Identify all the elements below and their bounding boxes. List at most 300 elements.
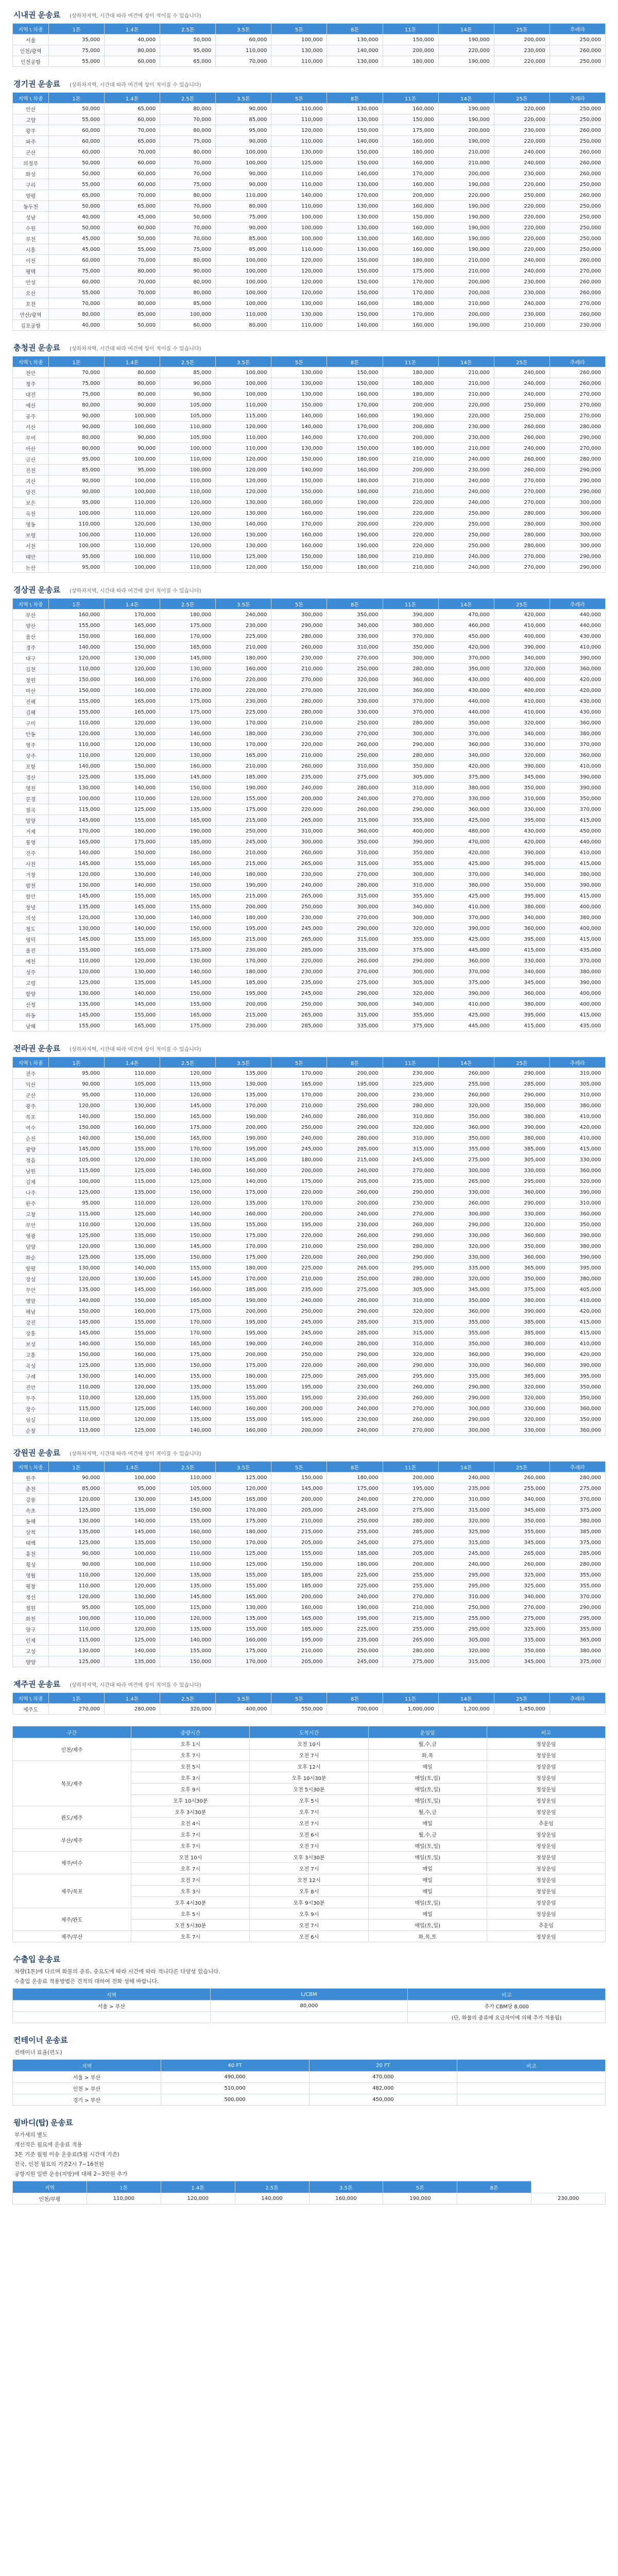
price-cell: 310,000	[438, 1591, 494, 1602]
price-cell: 110,000	[105, 1090, 160, 1100]
price-cell: 185,000	[271, 1624, 327, 1635]
price-cell: 290,000	[383, 739, 438, 750]
region-cell: 화천	[13, 1613, 49, 1624]
region-cell: 구미	[13, 718, 49, 728]
schedule-cell: 오전 7시	[250, 1818, 368, 1829]
section-title: 윙바디(탑) 운송료	[13, 2119, 73, 2127]
price-cell: 340,000	[494, 653, 550, 664]
price-cell: 250,000	[550, 179, 605, 190]
column-header: 5톤	[271, 1693, 327, 1704]
price-cell: 340,000	[494, 912, 550, 923]
region-cell: 영월	[13, 1570, 49, 1581]
price-cell: 290,000	[438, 1382, 494, 1393]
price-cell: 110,000	[271, 114, 327, 125]
price-cell: 150,000	[271, 562, 327, 573]
price-cell: 375,000	[550, 1537, 605, 1548]
price-cell: 125,000	[105, 1209, 160, 1219]
price-cell: 410,000	[550, 642, 605, 653]
price-cell: 155,000	[105, 1010, 160, 1021]
price-cell: 70,000	[105, 190, 160, 201]
table-row	[13, 1187, 606, 1198]
price-cell: 55,000	[49, 56, 105, 67]
price-cell: 100,000	[49, 1176, 105, 1187]
price-cell: 145,000	[49, 934, 105, 945]
table-row	[13, 880, 606, 891]
price-cell: 430,000	[550, 707, 605, 718]
region-cell: 김천	[13, 664, 49, 674]
price-cell: 360,000	[494, 1252, 550, 1263]
section-header	[13, 1954, 606, 1964]
price-cell: 345,000	[494, 1656, 550, 1667]
column-header: 11톤	[383, 357, 438, 367]
price-cell: 60,000	[49, 125, 105, 136]
column-header: 추레라	[550, 1462, 605, 1472]
price-cell: 120,000	[160, 497, 216, 508]
price-cell: 145,000	[49, 1010, 105, 1021]
price-cell: 410,000	[550, 848, 605, 858]
column-header: 25톤	[494, 357, 550, 367]
price-cell: 390,000	[550, 1252, 605, 1263]
price-cell: 135,000	[160, 804, 216, 815]
price-cell: 365,000	[494, 1263, 550, 1274]
price-cell: 170,000	[216, 956, 271, 967]
price-cell: 270,000	[271, 674, 327, 685]
price-cell: 370,000	[550, 1494, 605, 1505]
price-cell: 280,000	[494, 530, 550, 540]
table-cell: 서울 > 부산	[13, 2001, 211, 2012]
price-cell: 250,000	[550, 201, 605, 212]
price-cell: 395,000	[494, 815, 550, 826]
price-cell: 280,000	[494, 519, 550, 530]
price-cell: 330,000	[438, 793, 494, 804]
price-cell: 170,000	[216, 1656, 271, 1667]
price-cell: 135,000	[49, 902, 105, 912]
price-cell: 315,000	[438, 1537, 494, 1548]
price-cell: 110,000	[160, 1559, 216, 1570]
column-header: 8톤	[327, 357, 383, 367]
price-cell: 375,000	[550, 1656, 605, 1667]
column-header: 지역	[13, 1989, 211, 2001]
price-cell: 130,000	[271, 147, 327, 158]
price-cell: 75,000	[49, 266, 105, 277]
price-cell: 250,000	[438, 530, 494, 540]
price-cell: 285,000	[494, 1079, 550, 1090]
price-cell: 290,000	[383, 956, 438, 967]
price-cell: 160,000	[105, 674, 160, 685]
price-cell: 110,000	[49, 1414, 105, 1425]
price-cell: 55,000	[49, 179, 105, 190]
price-cell: 140,000	[49, 1133, 105, 1144]
section-title: 컨테이너 운송료	[13, 2036, 68, 2045]
price-cell: 395,000	[494, 858, 550, 869]
price-cell: 180,000	[327, 562, 383, 573]
price-cell: 380,000	[550, 1274, 605, 1284]
price-cell: 420,000	[550, 1122, 605, 1133]
price-cell: 230,000	[383, 1198, 438, 1209]
price-cell: 80,000	[49, 443, 105, 454]
price-cell: 110,000	[49, 664, 105, 674]
price-cell: 120,000	[160, 1068, 216, 1079]
price-cell: 140,000	[271, 411, 327, 421]
price-cell: 190,000	[216, 1133, 271, 1144]
price-cell: 430,000	[438, 674, 494, 685]
schedule-cell: 추운임	[487, 1818, 605, 1829]
price-cell: 280,000	[383, 1241, 438, 1252]
price-cell: 220,000	[494, 56, 550, 67]
table-row	[13, 1852, 606, 1863]
price-cell: 120,000	[49, 1494, 105, 1505]
price-cell: 120,000	[271, 266, 327, 277]
price-cell: 150,000	[160, 1187, 216, 1198]
table-row	[13, 1806, 606, 1818]
column-header: 추레라	[550, 93, 605, 104]
price-cell: 70,000	[105, 277, 160, 287]
price-cell: 230,000	[327, 1382, 383, 1393]
price-cell: 110,000	[216, 443, 271, 454]
price-cell: 340,000	[327, 620, 383, 631]
price-cell: 175,000	[160, 1021, 216, 1031]
price-cell: 150,000	[271, 486, 327, 497]
column-header: 8톤	[327, 599, 383, 609]
note-line: 부가세의 별도	[14, 2132, 48, 2138]
price-cell: 265,000	[271, 891, 327, 902]
price-cell: 175,000	[216, 1646, 271, 1656]
price-cell: 130,000	[49, 1371, 105, 1382]
price-cell: 130,000	[105, 869, 160, 880]
price-cell: 130,000	[327, 114, 383, 125]
table-row	[13, 848, 606, 858]
price-cell: 175,000	[216, 1252, 271, 1263]
price-cell: 425,000	[438, 858, 494, 869]
price-cell: 400,000	[494, 631, 550, 642]
price-cell: 240,000	[438, 562, 494, 573]
region-cell: 태안	[13, 551, 49, 562]
price-cell: 75,000	[49, 45, 105, 56]
price-cell: 245,000	[271, 1328, 327, 1338]
price-cell: 330,000	[494, 739, 550, 750]
section-header	[13, 342, 606, 353]
price-cell: 235,000	[271, 1284, 327, 1295]
price-cell: 130,000	[105, 1591, 160, 1602]
price-cell: 180,000	[105, 826, 160, 837]
route-cell: 제주/여수	[13, 1852, 131, 1874]
price-cell: 270,000	[550, 411, 605, 421]
region-cell: 구리	[13, 179, 49, 190]
region-cell: 의성	[13, 912, 49, 923]
table-row	[13, 389, 606, 400]
price-cell: 170,000	[383, 277, 438, 287]
price-cell: 130,000	[160, 664, 216, 674]
price-cell: 110,000	[271, 56, 327, 67]
price-cell: 425,000	[438, 815, 494, 826]
price-cell: 100,000	[105, 1472, 160, 1483]
price-cell: 100,000	[216, 287, 271, 298]
schedule-cell: 정상운임	[487, 1784, 605, 1795]
price-cell: 100,000	[105, 476, 160, 486]
price-cell: 360,000	[383, 674, 438, 685]
column-header: 11톤	[383, 599, 438, 609]
region-cell: 부안	[13, 1219, 49, 1230]
container-table	[12, 2059, 606, 2106]
price-cell: 330,000	[494, 1425, 550, 1436]
column-header: 비고	[457, 2060, 606, 2072]
price-cell: 175,000	[160, 1122, 216, 1133]
price-cell: 245,000	[383, 1155, 438, 1165]
price-cell: 120,000	[49, 967, 105, 977]
schedule-cell: 오후 9시	[250, 1908, 368, 1920]
price-cell: 70,000	[160, 201, 216, 212]
price-cell: 385,000	[494, 1144, 550, 1155]
price-cell: 210,000	[438, 158, 494, 168]
column-header: 14톤	[438, 1693, 494, 1704]
price-cell: 310,000	[383, 1133, 438, 1144]
price-cell: 175,000	[271, 1176, 327, 1187]
price-cell: 285,000	[383, 1527, 438, 1537]
section-title: 강원권 운송료	[13, 1449, 61, 1458]
price-cell: 190,000	[327, 497, 383, 508]
price-cell: 65,000	[105, 201, 160, 212]
price-cell: 180,000	[216, 869, 271, 880]
price-cell: 275,000	[438, 1155, 494, 1165]
price-cell: 150,000	[383, 114, 438, 125]
price-cell: 110,000	[49, 718, 105, 728]
price-cell: 370,000	[383, 707, 438, 718]
price-cell: 345,000	[494, 772, 550, 783]
price-cell: 145,000	[49, 815, 105, 826]
price-cell: 80,000	[105, 367, 160, 378]
region-cell: 속초	[13, 1505, 49, 1516]
column-header: 지역 \ 차종	[13, 1462, 49, 1472]
region-cell: 상주	[13, 750, 49, 761]
price-cell: 410,000	[550, 1133, 605, 1144]
price-cell: 295,000	[383, 1263, 438, 1274]
price-cell: 110,000	[216, 400, 271, 411]
price-cell: 225,000	[383, 1079, 438, 1090]
price-cell: 100,000	[216, 266, 271, 277]
region-cell: 양평	[13, 190, 49, 201]
price-cell: 110,000	[271, 179, 327, 190]
price-cell: 160,000	[271, 508, 327, 519]
price-cell: 265,000	[327, 1371, 383, 1382]
price-cell: 150,000	[327, 367, 383, 378]
price-cell: 155,000	[160, 1646, 216, 1656]
price-cell: 180,000	[160, 609, 216, 620]
price-cell: 290,000	[438, 1414, 494, 1425]
price-cell: 280,000	[550, 1472, 605, 1483]
price-cell: 170,000	[160, 674, 216, 685]
table-header-row	[13, 1989, 606, 2001]
price-cell: 280,000	[327, 783, 383, 793]
price-cell: 60,000	[49, 147, 105, 158]
price-cell: 370,000	[438, 728, 494, 739]
price-cell: 200,000	[438, 277, 494, 287]
wing-table	[12, 2181, 606, 2205]
table-row	[13, 1176, 606, 1187]
price-cell: 160,000	[216, 1403, 271, 1414]
price-cell: 165,000	[160, 1338, 216, 1349]
region-cell: 성주	[13, 967, 49, 977]
price-cell: 300,000	[327, 999, 383, 1010]
price-cell: 110,000	[160, 476, 216, 486]
rate-section	[12, 1679, 606, 1715]
quick-table	[12, 1988, 606, 2023]
price-cell: 390,000	[494, 642, 550, 653]
table-row	[13, 674, 606, 685]
price-cell: 130,000	[271, 389, 327, 400]
price-cell: 130,000	[105, 967, 160, 977]
price-cell: 120,000	[105, 1624, 160, 1635]
price-cell: 360,000	[550, 750, 605, 761]
price-cell: 140,000	[216, 1176, 271, 1187]
price-cell: 240,000	[216, 609, 271, 620]
price-cell: 395,000	[494, 891, 550, 902]
price-cell: 235,000	[438, 1483, 494, 1494]
price-cell: 330,000	[494, 804, 550, 815]
table-row	[13, 2012, 606, 2023]
price-cell: 125,000	[49, 772, 105, 783]
price-cell: 170,000	[216, 718, 271, 728]
table-row	[13, 125, 606, 136]
table-row	[13, 1931, 606, 1942]
price-cell: 220,000	[271, 804, 327, 815]
table-row	[13, 1209, 606, 1219]
price-cell: 230,000	[271, 967, 327, 977]
price-cell: 210,000	[383, 562, 438, 573]
schedule-cell: 정상운임	[487, 1806, 605, 1818]
price-cell: 220,000	[438, 400, 494, 411]
price-cell: 415,000	[550, 891, 605, 902]
price-cell: 120,000	[105, 739, 160, 750]
price-cell: 425,000	[438, 934, 494, 945]
price-cell: 145,000	[49, 1328, 105, 1338]
table-row	[13, 1155, 606, 1165]
price-cell: 85,000	[49, 465, 105, 476]
price-cell: 180,000	[327, 1559, 383, 1570]
price-cell: 290,000	[494, 1090, 550, 1100]
price-cell: 325,000	[494, 1570, 550, 1581]
price-cell: 100,000	[105, 411, 160, 421]
column-header: 2.5톤	[160, 599, 216, 609]
price-cell: 150,000	[160, 1505, 216, 1516]
price-cell: 180,000	[383, 147, 438, 158]
price-cell: 130,000	[105, 653, 160, 664]
price-cell: 180,000	[216, 653, 271, 664]
price-cell: 320,000	[383, 988, 438, 999]
price-cell: 120,000	[216, 476, 271, 486]
price-cell: 155,000	[216, 1581, 271, 1591]
price-cell: 380,000	[494, 902, 550, 912]
column-header: 1톤	[49, 93, 105, 104]
schedule-cell: 월,수,금	[368, 1829, 487, 1840]
table-cell	[13, 2012, 211, 2023]
price-cell: 415,000	[550, 815, 605, 826]
price-cell: 305,000	[494, 1155, 550, 1165]
price-cell: 140,000	[105, 1263, 160, 1274]
price-cell: 315,000	[383, 1317, 438, 1328]
table-row	[13, 761, 606, 772]
price-cell: 220,000	[383, 530, 438, 540]
price-cell: 440,000	[550, 620, 605, 631]
price-cell: 100,000	[271, 233, 327, 244]
table-row	[13, 233, 606, 244]
region-cell: 칠곡	[13, 804, 49, 815]
price-cell: 120,000	[105, 1393, 160, 1403]
region-cell: 광양	[13, 1144, 49, 1155]
price-cell: 380,000	[550, 912, 605, 923]
price-cell: 125,000	[49, 1187, 105, 1198]
price-cell: 390,000	[494, 848, 550, 858]
price-cell: 155,000	[49, 696, 105, 707]
price-cell: 305,000	[383, 1284, 438, 1295]
price-cell: 195,000	[271, 1219, 327, 1230]
price-cell: 210,000	[438, 367, 494, 378]
price-cell: 70,000	[105, 287, 160, 298]
price-cell: 195,000	[216, 1328, 271, 1338]
price-cell: 250,000	[550, 104, 605, 114]
price-cell: 375,000	[438, 772, 494, 783]
price-cell: 300,000	[438, 1425, 494, 1436]
price-cell: 160,000	[383, 223, 438, 233]
price-cell: 60,000	[105, 56, 160, 67]
region-cell: 창원	[13, 674, 49, 685]
price-cell: 80,000	[49, 432, 105, 443]
price-cell: 110,000	[49, 1570, 105, 1581]
price-cell: 130,000	[327, 201, 383, 212]
price-cell: 285,000	[327, 1328, 383, 1338]
price-cell: 155,000	[160, 1263, 216, 1274]
price-cell: 205,000	[383, 1548, 438, 1559]
price-cell: 140,000	[327, 320, 383, 331]
table-row	[13, 1263, 606, 1274]
column-header: 1톤	[49, 357, 105, 367]
price-cell: 390,000	[438, 988, 494, 999]
price-cell: 220,000	[271, 739, 327, 750]
table-header-row	[13, 2181, 606, 2193]
price-cell: 390,000	[550, 977, 605, 988]
price-cell: 65,000	[105, 136, 160, 147]
price-cell: 190,000	[383, 411, 438, 421]
price-cell: 270,000	[550, 298, 605, 309]
price-cell: 150,000	[271, 400, 327, 411]
section-header	[13, 1447, 606, 1458]
price-cell: 150,000	[160, 783, 216, 793]
price-cell: 275,000	[327, 772, 383, 783]
price-cell: 100,000	[105, 562, 160, 573]
price-cell: 260,000	[550, 147, 605, 158]
price-cell: 295,000	[438, 1624, 494, 1635]
price-cell: 200,000	[271, 1209, 327, 1219]
price-cell: 205,000	[271, 1505, 327, 1516]
price-cell: 410,000	[494, 707, 550, 718]
table-row	[13, 1570, 606, 1581]
price-cell: 180,000	[216, 967, 271, 977]
price-cell: 155,000	[105, 815, 160, 826]
column-header: 3.5톤	[216, 1057, 271, 1068]
price-cell: 360,000	[438, 1122, 494, 1133]
price-cell: 195,000	[216, 1144, 271, 1155]
column-header: 3.5톤	[309, 2181, 383, 2193]
price-cell: 250,000	[327, 750, 383, 761]
price-cell: 700,000	[327, 1704, 383, 1715]
price-cell: 50,000	[49, 158, 105, 168]
price-cell: 240,000	[494, 389, 550, 400]
price-cell: 395,000	[550, 1371, 605, 1382]
column-header: 추레라	[550, 1057, 605, 1068]
price-cell: 310,000	[550, 1068, 605, 1079]
price-cell: 230,000	[383, 1090, 438, 1100]
region-cell: 인천/광역	[13, 45, 49, 56]
schedule-cell: 오전 7시	[250, 1920, 368, 1931]
